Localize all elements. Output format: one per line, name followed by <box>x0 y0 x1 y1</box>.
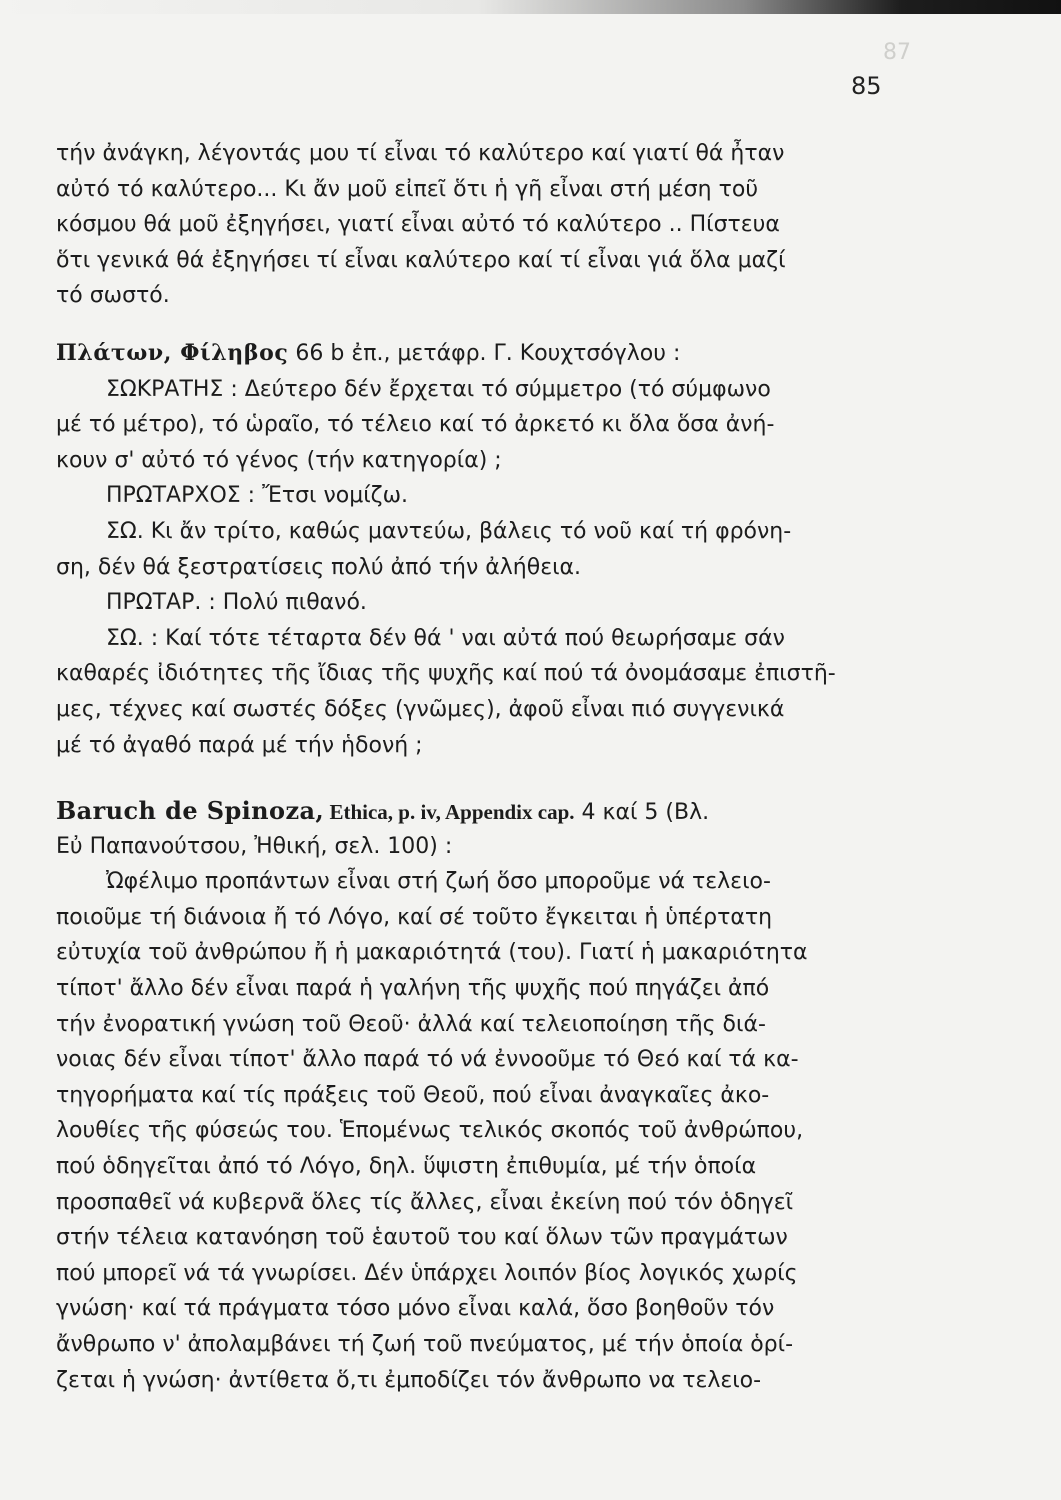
bleed-through-page-number: 87 <box>883 40 911 65</box>
text-line: νοιας δέν εἶναι τίποτ' ἄλλο παρά τό νά ἐννοοῦμε τό Θεό καί τά κα- <box>56 1047 799 1073</box>
dialogue-line: κουν σ' αὐτό τό γένος (τήν κατηγορία) ; <box>56 447 502 473</box>
text-line: πού μπορεῖ νά τά γνωρίσει. Δέν ὑπάρχει λοιπόν βίος λογικός χωρίς <box>56 1260 798 1286</box>
spinoza-section <box>56 793 896 1398</box>
text-line: τήν ἀνάγκη, λέγοντάς μου τί εἶναι τό καλύτερο καί γιατί θά ἦταν <box>56 141 785 166</box>
plato-heading <box>56 336 896 372</box>
section-gap <box>56 763 896 793</box>
text-line: τηγορήματα καί τίς πράξεις τοῦ Θεοῦ, πού εἶναι ἀναγκαῖες ἀκο- <box>56 1082 770 1108</box>
spinoza-reference: 4 καί 5 (Βλ. <box>574 800 710 826</box>
page-body <box>56 136 896 1398</box>
scan-edge-shadow <box>0 0 1061 14</box>
text-line: ὅτι γενικά θά ἐξηγήσει τί εἶναι καλύτερο καί τί εἶναι γιά ὅλα μαζί <box>56 247 786 273</box>
page-number: 85 <box>851 72 882 100</box>
dialogue-line: ΣΩ. : Καί τότε τέταρτα δέν θά ' ναι αὐτά πού θεωρήσαμε σάν <box>106 625 785 651</box>
dialogue-line: ΠΡΩΤΑΡ. : Πολύ πιθανό. <box>106 590 367 616</box>
text-line: αὐτό τό καλύτερο... Κι ἄν μοῦ εἰπεῖ ὅτι ἡ γῆ εἶναι στή μέση τοῦ <box>56 176 759 202</box>
text-line: Ὠφέλιμο προπάντων εἶναι στή ζωή ὅσο μποροῦμε νά τελειο- <box>106 869 771 895</box>
dialogue-line: ΣΩ. Κι ἄν τρίτο, καθώς μαντεύω, βάλεις τό νοῦ καί τή φρόνη- <box>106 518 792 544</box>
dialogue-line: μέ τό ἀγαθό παρά μέ τήν ἡδονή ; <box>56 732 423 758</box>
text-line: τό σωστό. <box>56 283 170 309</box>
text-line: ἄνθρωπο ν' ἀπολαμβάνει τή ζωή τοῦ πνεύματος, μέ τήν ὁποία ὁρί- <box>56 1332 794 1357</box>
dialogue-line: μέ τό μέτρο), τό ὡραῖο, τό τέλειο καί τό ἀρκετό κι ὅλα ὅσα ἀνή- <box>56 412 775 438</box>
section-gap <box>56 314 896 336</box>
spinoza-author: Baruch de Spinoza, <box>56 796 325 826</box>
dialogue-line: ση, δέν θά ξεστρατίσεις πολύ ἀπό τήν ἀλήθεια. <box>56 554 582 580</box>
text-line: τίποτ' ἄλλο δέν εἶναι παρά ἡ γαλήνη τῆς ψυχῆς πού πηγάζει ἀπό <box>56 976 770 1002</box>
dialogue-line: καθαρές ἰδιότητες τῆς ἴδιας τῆς ψυχῆς καί πού τά ὀνομάσαμε ἐπιστῆ- <box>56 661 836 687</box>
spinoza-heading-continued: Εὐ Παπανούτσου, Ἠθική, σελ. 100) : <box>56 833 453 859</box>
spinoza-work-title: Ethica, p. iv, Appendix cap. <box>324 800 575 825</box>
spinoza-heading <box>56 793 896 829</box>
text-line: γνώση· καί τά πράγματα τόσο μόνο εἶναι καλά, ὅσο βοηθοῦν τόν <box>56 1296 775 1322</box>
text-line: στήν τέλεια κατανόηση τοῦ ἑαυτοῦ του καί ὅλων τῶν πραγμάτων <box>56 1225 788 1251</box>
text-line: λουθίες τῆς φύσεώς του. Ἑπομένως τελικός σκοπός τοῦ ἀνθρώπου, <box>56 1118 804 1144</box>
plato-author-title: Πλάτων, Φίληβος <box>56 339 289 366</box>
plato-reference: 66 b ἐπ., μετάφρ. Γ. Κουχτσόγλου : <box>288 340 681 366</box>
dialogue-line: μες, τέχνες καί σωστές δόξες (γνῶμες), ἀφοῦ εἶναι πιό συγγενικά <box>56 696 785 722</box>
text-line: τήν ἐνορατική γνώση τοῦ Θεοῦ· ἀλλά καί τελειοποίηση τῆς διά- <box>56 1011 766 1037</box>
text-line: κόσμου θά μοῦ ἐξηγήσει, γιατί εἶναι αὐτό τό καλύτερο .. Πίστευα <box>56 212 780 238</box>
intro-paragraph <box>56 136 896 314</box>
plato-section <box>56 336 896 763</box>
text-line: ζεται ἡ γνώση· ἀντίθετα ὅ,τι ἐμποδίζει τόν ἄνθρωπο να τελειο- <box>56 1367 762 1393</box>
text-line: πού ὁδηγεῖται ἀπό τό Λόγο, δηλ. ὕψιστη ἐπιθυμία, μέ τήν ὁποία <box>56 1154 757 1180</box>
dialogue-line: ΠΡΩΤΑΡΧΟΣ : Ἔτσι νομίζω. <box>106 483 409 509</box>
text-line: εὐτυχία τοῦ ἀνθρώπου ἤ ἡ μακαριότητά (του). Γιατί ἡ μακαριότητα <box>56 940 808 966</box>
text-line: ποιοῦμε τή διάνοια ἤ τό Λόγο, καί σέ τοῦτο ἔγκειται ἡ ὑπέρτατη <box>56 904 773 930</box>
text-line: προσπαθεῖ νά κυβερνᾶ ὅλες τίς ἄλλες, εἶναι ἐκείνη πού τόν ὁδηγεῖ <box>56 1189 794 1215</box>
dialogue-line: ΣΩΚΡΑΤΗΣ : Δεύτερο δέν ἔρχεται τό σύμμετρο (τό σύμφωνο <box>106 376 771 402</box>
